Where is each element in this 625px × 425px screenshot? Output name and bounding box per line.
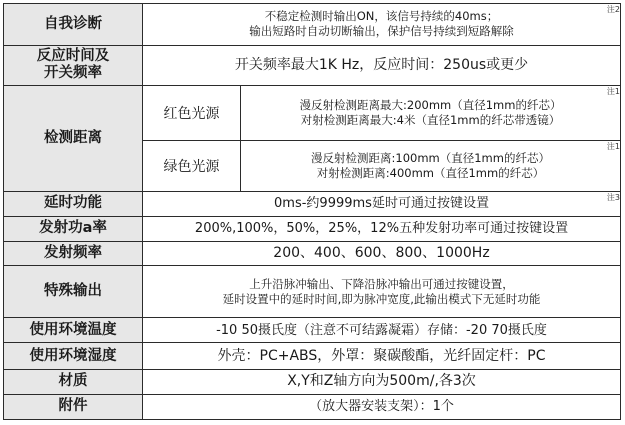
value-response-time xyxy=(143,45,621,85)
label-response-time xyxy=(4,45,143,85)
footnote-marker: 注3 xyxy=(606,192,620,202)
label-delay: 延时功能 xyxy=(4,191,143,216)
value-line: 200%,100%，50%，25%，12%五种发射功率可通过按键设置 xyxy=(194,221,569,237)
value-line: 漫反射检测距离最大:200mm（直径1mm的纤芯） xyxy=(299,97,562,112)
value-self-diagnosis xyxy=(143,4,621,46)
value-line: （放大器安装支架）：1个 xyxy=(309,399,454,415)
row-ambient-temperature xyxy=(4,318,621,343)
value-material xyxy=(143,369,621,394)
label-detection-distance: 检测距离 xyxy=(4,85,143,191)
row-self-diagnosis xyxy=(4,4,621,46)
value-ambient-humidity xyxy=(143,343,621,369)
label-line: 反应时间及 xyxy=(36,48,110,65)
row-accessory xyxy=(4,394,621,419)
value-line: 200、400、600、800、1000Hz xyxy=(273,244,490,261)
value-red-light xyxy=(241,85,621,141)
row-delay xyxy=(4,191,621,216)
value-line: 外壳：PC+ABS，外罩：聚碳酸酯，光纤固定杆：PC xyxy=(217,347,546,364)
row-emission-frequency xyxy=(4,241,621,265)
value-line: 不稳定检测时输出ON，该信号持续的40ms； xyxy=(264,9,499,24)
footnote-marker: 注1 xyxy=(606,142,620,152)
value-line: 对射检测距离最大:4米（直径1mm的纤芯带透镜） xyxy=(300,112,561,127)
row-emission-power xyxy=(4,216,621,241)
value-line: 延时设置中的延时时间,即为脉冲宽度,此输出模式下无延时功能 xyxy=(222,291,541,306)
label-accessory: 附件 xyxy=(4,394,143,419)
row-ambient-humidity xyxy=(4,343,621,369)
value-special-output xyxy=(143,265,621,317)
value-line: 上升沿脉冲输出、下降沿脉冲输出可通过按键设置， xyxy=(249,276,514,291)
footnote-marker: 注2 xyxy=(606,5,620,14)
row-special-output xyxy=(4,265,621,317)
label-self-diagnosis: 自我诊断 xyxy=(4,4,143,46)
value-green-light xyxy=(241,141,621,191)
value-delay xyxy=(143,191,621,216)
value-ambient-temperature xyxy=(143,318,621,343)
value-line: 开关频率最大1K Hz，反应时间：250us或更少 xyxy=(234,56,529,73)
spec-table xyxy=(3,3,621,420)
value-accessory xyxy=(143,394,621,419)
value-line: 输出短路时自动切断输出，保护信号持续到短路解除 xyxy=(249,24,514,39)
label-special-output: 特殊输出 xyxy=(4,265,143,317)
label-material: 材质 xyxy=(4,369,143,394)
label-green-light: 绿色光源 xyxy=(143,141,241,191)
value-emission-frequency xyxy=(143,241,621,265)
label-red-light: 红色光源 xyxy=(143,85,241,141)
value-line: 对射检测距离:400mm（直径1mm的纤芯） xyxy=(316,165,545,180)
row-material xyxy=(4,369,621,394)
value-line: 0ms-约9999ms延时可通过按键设置 xyxy=(274,196,489,212)
value-line: 漫反射检测距离:100mm（直径1mm的纤芯） xyxy=(311,150,550,165)
value-line: -10 50摄氏度（注意不可结露凝霜）存储：-20 70摄氏度 xyxy=(216,322,547,338)
row-response-time xyxy=(4,45,621,85)
label-emission-power: 发射功a率 xyxy=(4,216,143,241)
row-detection-red xyxy=(4,85,621,141)
label-ambient-humidity: 使用环境湿度 xyxy=(4,343,143,369)
label-ambient-temperature: 使用环境温度 xyxy=(4,318,143,343)
value-line: X,Y和Z轴方向为500m/,各3次 xyxy=(287,373,476,390)
label-line: 开关频率 xyxy=(44,65,102,82)
label-emission-frequency: 发射频率 xyxy=(4,241,143,265)
value-emission-power xyxy=(143,216,621,241)
footnote-marker: 注1 xyxy=(606,86,620,96)
